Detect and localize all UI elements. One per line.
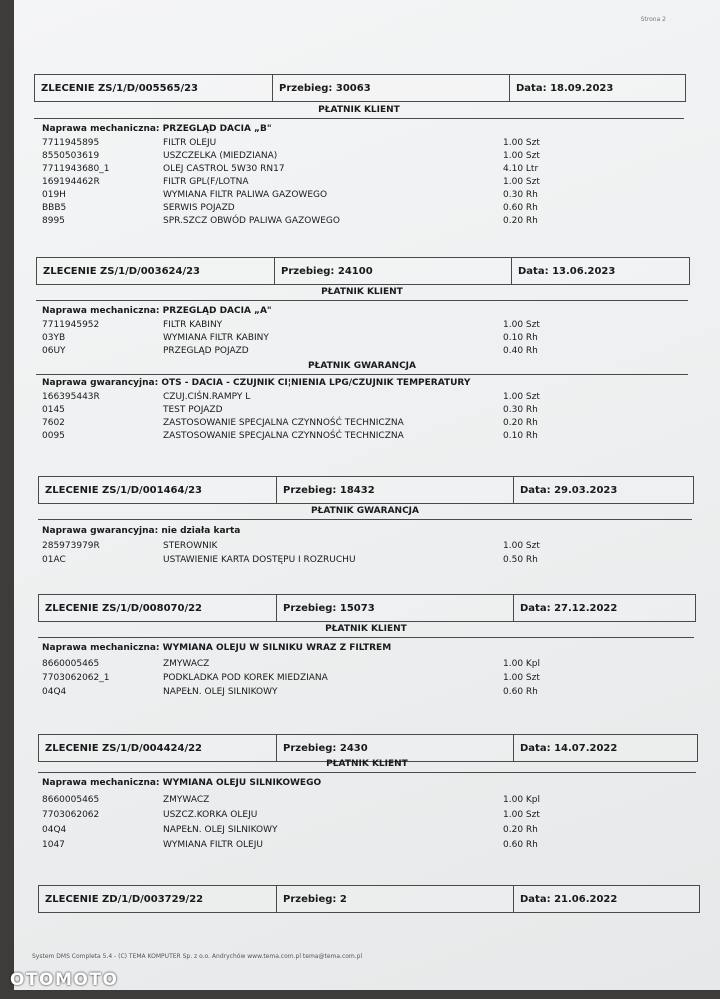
line-item: 0095 ZASTOSOWANIE SPECJALNA CZYNNOŚĆ TECHNICZNA 0.10 Rh — [42, 431, 538, 441]
mileage-label: Przebieg: — [283, 893, 337, 905]
page-number: Strona 2 — [640, 16, 666, 23]
line-item: 7711945952 FILTR KABINY 1.00 Szt — [42, 320, 540, 330]
repair-title: Naprawa mechaniczna: WYMIANA OLEJU W SILNIKU WRAZ Z FILTREM — [42, 643, 392, 653]
repair-title: Naprawa gwarancyjna: OTS - DACIA - CZUJNIK CI¦NIENIA LPG/CZUJNIK TEMPERATURY — [42, 378, 471, 388]
line-item: 04Q4 NAPEŁN. OLEJ SILNIKOWY 0.60 Rh — [42, 687, 538, 697]
order-header — [34, 74, 686, 102]
line-item: 8660005465 ZMYWACZ 1.00 Kpl — [42, 795, 541, 805]
date-label: Data: — [520, 484, 551, 496]
date-value: 29.03.2023 — [554, 484, 618, 496]
line-item: 8995 SPR.SZCZ OBWÓD PALIWA GAZOWEGO 0.20 Rh — [42, 216, 538, 226]
mileage-label: Przebieg: — [279, 82, 333, 94]
document-footer: System DMS Completa 5.4 - (C) TEMA KOMPUTER Sp. z o.o. Andrychów www.tema.com.pl tema@tema.com.pl — [32, 953, 363, 960]
payer-heading: PŁATNIK KLIENT — [34, 104, 684, 119]
line-item: 01AC USTAWIENIE KARTA DOSTĘPU I ROZRUCHU 0.50 Rh — [42, 555, 538, 565]
line-item: 019H WYMIANA FILTR PALIWA GAZOWEGO 0.30 Rh — [42, 190, 538, 200]
watermark-logo: OTOMOTO — [10, 970, 119, 990]
line-item: 8660005465 ZMYWACZ 1.00 Kpl — [42, 659, 541, 669]
repair-title: Naprawa mechaniczna: PRZEGLĄD DACIA „B" — [42, 124, 272, 134]
order-number: ZLECENIE ZS/1/D/005565/23 — [41, 82, 199, 94]
repair-title: Naprawa mechaniczna: WYMIANA OLEJU SILNIKOWEGO — [42, 778, 322, 788]
line-item: 04Q4 NAPEŁN. OLEJ SILNIKOWY 0.20 Rh — [42, 825, 538, 835]
order-header — [36, 257, 690, 285]
date-cell — [513, 477, 693, 503]
mileage-value: 30063 — [335, 82, 371, 94]
date-cell — [511, 258, 689, 284]
line-item: 285973979R STEROWNIK 1.00 Szt — [42, 541, 540, 551]
mileage-cell — [272, 75, 509, 101]
date-label: Data: — [518, 265, 549, 277]
mileage-cell — [276, 595, 513, 621]
payer-heading: PŁATNIK KLIENT — [36, 286, 688, 301]
payer-heading: PŁATNIK KLIENT — [38, 758, 696, 773]
order-number: ZLECENIE ZS/1/D/004424/22 — [45, 742, 203, 754]
mileage-label: Przebieg: — [283, 602, 337, 614]
mileage-value: 15073 — [339, 602, 375, 614]
order-number: ZLECENIE ZS/1/D/001464/23 — [45, 484, 203, 496]
repair-title: Naprawa mechaniczna: PRZEGLĄD DACIA „A" — [42, 306, 272, 316]
mileage-value: 24100 — [337, 265, 373, 277]
date-value: 27.12.2022 — [554, 602, 618, 614]
order-number: ZLECENIE ZS/1/D/003624/23 — [43, 265, 201, 277]
date-value: 14.07.2022 — [554, 742, 618, 754]
line-item: 7703062062_1 PODKLADKA POD KOREK MIEDZIANA 1.00 Szt — [42, 673, 540, 683]
order-number: ZLECENIE ZD/1/D/003729/22 — [45, 893, 204, 905]
document-page — [14, 0, 720, 990]
date-label: Data: — [520, 893, 551, 905]
payer-heading: PŁATNIK GWARANCJA — [38, 505, 692, 520]
line-item: 169194462R FILTR GPL(F/LOTNA 1.00 Szt — [42, 177, 540, 187]
mileage-value: 2430 — [339, 742, 368, 754]
order-header — [38, 885, 700, 913]
date-value: 21.06.2022 — [554, 893, 618, 905]
date-label: Data: — [516, 82, 547, 94]
date-label: Data: — [520, 602, 551, 614]
payer-heading: PŁATNIK GWARANCJA — [36, 360, 688, 375]
date-cell — [513, 595, 695, 621]
line-item: 06UY PRZEGLĄD POJAZD 0.40 Rh — [42, 346, 538, 356]
order-header — [38, 594, 696, 622]
mileage-label: Przebieg: — [283, 742, 337, 754]
mileage-cell — [276, 886, 513, 912]
order-header — [38, 476, 694, 504]
date-cell — [509, 75, 685, 101]
date-value: 13.06.2023 — [552, 265, 616, 277]
line-item: 7703062062 USZCZ.KORKA OLEJU 1.00 Szt — [42, 810, 540, 820]
date-cell — [513, 886, 699, 912]
payer-heading: PŁATNIK KLIENT — [38, 623, 694, 638]
mileage-cell — [274, 258, 511, 284]
order-number: ZLECENIE ZS/1/D/008070/22 — [45, 602, 203, 614]
line-item: 03YB WYMIANA FILTR KABINY 0.10 Rh — [42, 333, 538, 343]
mileage-value: 18432 — [339, 484, 375, 496]
line-item: 0145 TEST POJAZD 0.30 Rh — [42, 405, 538, 415]
line-item: 7711943680_1 OLEJ CASTROL 5W30 RN17 4.10 Ltr — [42, 164, 539, 174]
mileage-cell — [276, 477, 513, 503]
date-value: 18.09.2023 — [550, 82, 614, 94]
date-label: Data: — [520, 742, 551, 754]
line-item: 166395443R CZUJ.CIŚN.RAMPY L 1.00 Szt — [42, 392, 540, 402]
line-item: 7602 ZASTOSOWANIE SPECJALNA CZYNNOŚĆ TECHNICZNA 0.20 Rh — [42, 418, 538, 428]
line-item: 7711945895 FILTR OLEJU 1.00 Szt — [42, 138, 540, 148]
line-item: 1047 WYMIANA FILTR OLEJU 0.60 Rh — [42, 840, 538, 850]
repair-title: Naprawa gwarancyjna: nie działa karta — [42, 526, 241, 536]
mileage-label: Przebieg: — [281, 265, 335, 277]
line-item: BBB5 SERWIS POJAZD 0.60 Rh — [42, 203, 538, 213]
line-item: 8550503619 USZCZELKA (MIEDZIANA) 1.00 Szt — [42, 151, 540, 161]
mileage-value: 2 — [339, 893, 347, 905]
mileage-label: Przebieg: — [283, 484, 337, 496]
